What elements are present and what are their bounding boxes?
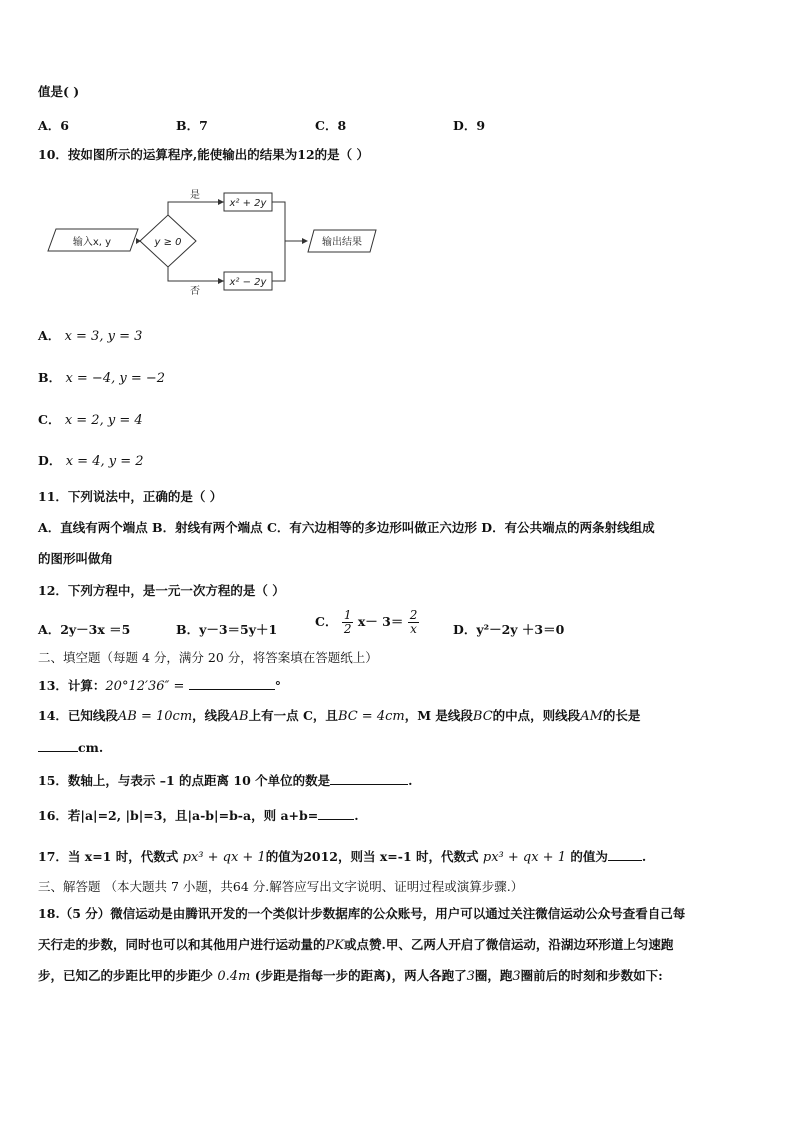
q14-line2: cm. [38,739,103,756]
q12-option-d[interactable]: D．y²－2y ＋3＝0 [453,622,565,637]
flow-output-label: 输出结果 [322,237,362,248]
q16: 16．若|a|=2, |b|=3，且|a-b|=b-a，则 a+b= . [38,808,359,823]
section-solution-heading: 三、解答题 （本大题共 7 小题，共64 分.解答应写出文字说明、证明过程或演算步骤.） [38,879,524,894]
option-math: x = 4, y = 2 [65,454,144,469]
q11-options-line1: A．直线有两个端点 B．射线有两个端点 C．有六边相等的多边形叫做正六边形 D．有公共端点的两条射线组成 [38,520,655,535]
q10-option-d[interactable] [38,453,144,470]
option-math: x = 2, y = 4 [64,413,143,428]
flow-no-label: 否 [190,286,200,297]
q12-stem: 12．下列方程中，是一元一次方程的是（ ） [38,583,285,598]
q9-option-a[interactable]: A．6 [38,118,69,133]
q13: 13．计算：20°12′36″ = ° [38,678,281,694]
option-c-middle: x－ 3＝ [357,614,404,629]
option-letter: D． [38,453,62,468]
q12-option-a[interactable]: A．2y－3x ＝5 [38,622,131,637]
q11-options-line2: 的图形叫做角 [38,551,114,566]
option-letter: C． [315,614,338,629]
option-letter: B． [38,370,62,385]
fraction-one-half: $\frac{1}{2}$ [343,608,352,636]
q18-line2: 天行走的步数，同时也可以和其他用户进行运动量的PK或点赞.甲、乙两人开启了微信运动，沿湖边环形道上匀速跑 [38,937,674,953]
q9-option-b[interactable]: B．7 [176,118,208,133]
q12-option-b[interactable]: B．y－3＝5y＋1 [176,622,278,637]
fraction-two-over-x: $\frac{2}{x}$ [409,608,418,636]
q11-stem: 11．下列说法中，正确的是（ ） [38,489,223,504]
q9-option-d[interactable]: D．9 [453,118,486,133]
q10-stem: 10．按如图所示的运算程序,能使输出的结果为12的是（ ） [38,147,369,162]
flow-condition-label: y ≥ 0 [154,237,182,248]
flow-top-expr: x² + 2y [229,198,267,209]
q12-option-c[interactable] [315,609,419,636]
q18-line1: 18.（5 分）微信运动是由腾讯开发的一个类似计步数据库的公众账号，用户可以通过关注微信运动公众号查看自己每 [38,906,686,921]
option-letter: C． [38,412,61,427]
section-fill-in-heading: 二、填空题（每题 4 分，满分 20 分，将答案填在答题纸上） [38,650,378,665]
q10-flowchart [44,185,384,300]
q9-tail: 值是( ) [38,84,80,99]
flow-input-label: 输入x, y [72,237,112,248]
flow-yes-label: 是 [190,190,200,201]
option-letter: A． [38,328,61,343]
q10-option-a[interactable] [38,328,142,345]
q13-math: 20°12′36″ = [105,679,185,694]
option-math: x = 3, y = 3 [64,329,143,344]
flow-bottom-expr: x² − 2y [229,277,267,288]
q10-option-b[interactable] [38,370,165,387]
q17-answer-blank[interactable] [608,848,642,861]
q10-option-c[interactable] [38,412,143,429]
q14-line1: 14．已知线段AB = 10cm，线段AB上有一点 C，且BC = 4cm，M 是线段BC的中点，则线段AM的长是 [38,708,641,724]
q15-answer-blank[interactable] [330,772,408,785]
q18-line3: 步，已知乙的步距比甲的步距少 0.4m (步距是指每一步的距离)，两人各跑了3圈，跑3圈前后的时刻和步数如下: [38,968,663,984]
q9-option-c[interactable]: C．8 [315,118,347,133]
q13-answer-blank[interactable] [189,677,275,690]
q17: 17．当 x=1 时，代数式 px³ + qx + 1的值为2012，则当 x=-1 时，代数式 px³ + qx + 1 的值为 . [38,849,647,865]
q15: 15．数轴上，与表示 –1 的点距离 10 个单位的数是 . [38,773,413,788]
q16-answer-blank[interactable] [318,807,354,820]
q14-answer-blank[interactable] [38,739,78,752]
option-math: x = −4, y = −2 [65,371,166,386]
